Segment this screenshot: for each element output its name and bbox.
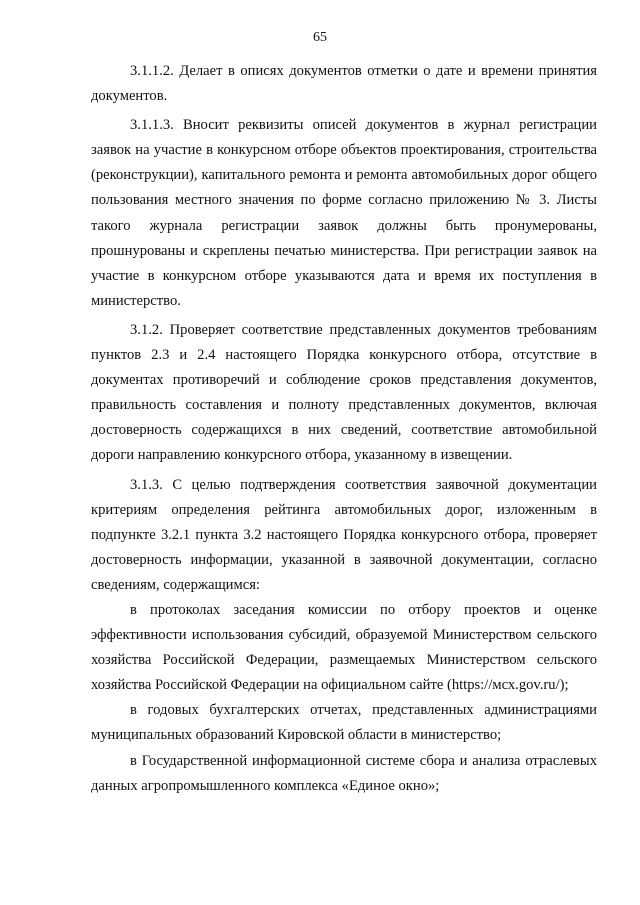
paragraph-3-1-3: 3.1.3. С целью подтверждения соответствия заявочной документации критериям определения рейтинга автомобильных дорог, изложенным в подпункте 3.2.1 пункта 3.2 настоящего Порядка конкурсного отбора, проверяет достоверность информации, указанной в заявочной документации, согласно сведениям, содержащимся: <box>91 476 597 593</box>
paragraph-3-1-1-2: 3.1.1.2. Делает в описях документов отметки о дате и времени принятия документов. <box>91 63 597 105</box>
page-number: 65 <box>313 30 327 45</box>
paragraph-3-1-1-3: 3.1.1.3. Вносит реквизиты описей документов в журнал регистрации заявок на участие в конкурсном отборе объектов проектирования, строительства (реконструкции), капитального ремонта и ремонта автомобильных дорог общего пользования местного значения по форме согласно приложению № 3. Листы такого журнала регистрации заявок должны быть пронумерованы, прошнурованы и скреплены печатью министерства. При регистрации заявок на участие в конкурсном отборе указываются дата и время их поступления в министерство. <box>91 117 597 309</box>
document-body <box>91 59 597 799</box>
list-item-protocols: в протоколах заседания комиссии по отбору проектов и оценке эффективности использования субсидий, образуемой Министерством сельского хозяйства Российской Федерации, размещаемых Министерством сельского хозяйства Российской Федерации на официальном сайте (https://мсх.gov.ru/); <box>91 601 597 694</box>
list-item-annual-reports: в годовых бухгалтерских отчетах, представленных администрациями муниципальных образований Кировской области в министерство; <box>91 702 597 744</box>
list-item-single-window: в Государственной информационной системе сбора и анализа отраслевых данных агропромышленного комплекса «Единое окно»; <box>91 752 597 794</box>
paragraph-3-1-2: 3.1.2. Проверяет соответствие представленных документов требованиям пунктов 2.3 и 2.4 настоящего Порядка конкурсного отбора, отсутствие в документах противоречий и соблюдение сроков представления документов, правильность составления и полноту представленных документов, включая достоверность содержащихся в них сведений, соответствие автомобильной дороги направлению конкурсного отбора, указанному в извещении. <box>91 321 597 464</box>
